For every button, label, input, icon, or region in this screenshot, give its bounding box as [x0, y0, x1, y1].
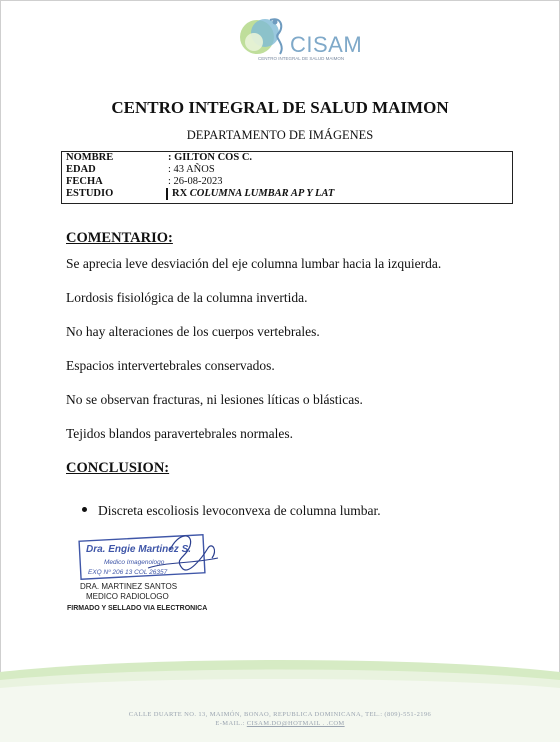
logo-subtext: CENTRO INTEGRAL DE SALUD MAIMON	[258, 56, 345, 61]
patient-info-box	[61, 151, 513, 204]
signed-note: FIRMADO Y SELLADO VIA ELECTRONICA	[67, 605, 208, 612]
footer-email[interactable]: CISAM.DO@HOTMAIL . .COM	[246, 720, 345, 727]
comment-line: No se observan fracturas, ni lesiones líticas o blásticas.	[66, 392, 363, 407]
patient-value: : 26-08-2023	[168, 176, 223, 187]
footer-email-label: E-MAIL.:	[215, 720, 245, 727]
comment-line: Tejidos blandos paravertebrales normales.	[66, 426, 293, 441]
bullet-icon	[82, 507, 87, 512]
conclusion-text: Discreta escoliosis levoconvexa de columna lumbar.	[98, 503, 381, 518]
footer-wave	[0, 650, 560, 742]
footer-contact	[0, 710, 560, 728]
comment-line: No hay alteraciones de los cuerpos vertebrales.	[66, 324, 320, 339]
stamp-name: Dra. Engie Martinez S.	[86, 544, 192, 555]
doctor-name-block	[80, 582, 177, 602]
comment-heading: COMENTARIO:	[66, 230, 173, 246]
footer-email-line	[0, 719, 560, 728]
logo-text: CISAM	[290, 32, 363, 57]
patient-label: FECHA	[66, 176, 103, 187]
patient-value: : GILTON COS C.	[168, 152, 253, 163]
patient-label: EDAD	[66, 164, 96, 175]
page-title: CENTRO INTEGRAL DE SALUD MAIMON	[111, 98, 449, 117]
doctor-stamp	[78, 528, 228, 582]
patient-label: ESTUDIO	[66, 188, 114, 199]
doctor-role: MEDICO RADIOLOGO	[86, 592, 169, 601]
comment-line: Se aprecia leve desviación del eje columna lumbar hacia la izquierda.	[66, 256, 442, 271]
doctor-name: DRA. MARTINEZ SANTOS	[80, 582, 178, 591]
footer-address: CALLE DUARTE NO. 13, MAIMÓN, BONAO, REPUBLICA DOMINICANA, TEL.: (809)-551-2196	[128, 711, 432, 718]
comment-line: Espacios intervertebrales conservados.	[66, 358, 275, 373]
conclusion-item	[82, 503, 381, 519]
study-prefix: RX	[172, 188, 190, 199]
study-name: COLUMNA LUMBAR AP Y LAT	[189, 188, 335, 199]
patient-label: NOMBRE	[66, 152, 114, 163]
department-title: DEPARTAMENTO DE IMÁGENES	[186, 128, 374, 142]
patient-value	[166, 188, 334, 200]
patient-value: : 43 AÑOS	[168, 164, 215, 175]
conclusion-heading: CONCLUSION:	[66, 460, 170, 476]
stamp-exequatur: EXQ Nº 206 13 COL 26357	[88, 569, 168, 576]
comment-line: Lordosis fisiológica de la columna invertida.	[66, 290, 308, 305]
stamp-title: Medico Imagenologo	[104, 559, 165, 566]
